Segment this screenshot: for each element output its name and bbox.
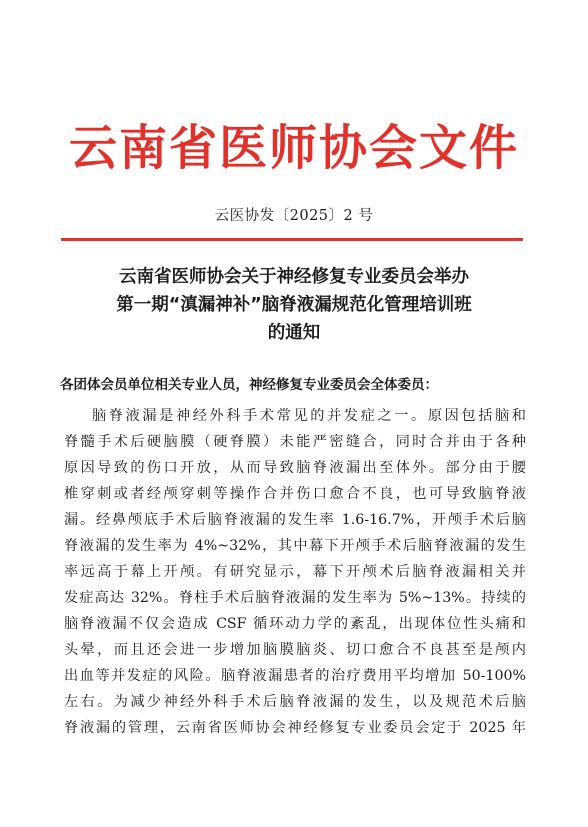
- header-red-divider: [61, 238, 523, 241]
- body-paragraph: [64, 403, 526, 741]
- document-header-title: 云南省医师协会文件: [68, 120, 519, 176]
- body-line: 率远高于幕上开颅。有研究显示，幕下开颅术后脑脊液漏相关并: [64, 564, 526, 580]
- body-line: 脑脊液漏是神经外科手术常见的并发症之一。原因包括脑和: [92, 408, 526, 424]
- body-line: 头晕，而且还会进一步增加脑膜脑炎、切口愈合不良甚至是颅内: [64, 642, 526, 658]
- body-line: 脊液漏的发生率为 4%~32%，其中幕下开颅手术后脑脊液漏的发生: [64, 538, 526, 554]
- body-line: 脊髓手术后硬脑膜（硬脊膜）未能严密缝合，同时合并由于各种: [64, 434, 526, 450]
- body-line: 椎穿刺或者经颅穿刺等操作合并伤口愈合不良，也可导致脑脊液: [64, 486, 526, 502]
- body-line: 发症高达 32%。脊柱手术后脑脊液漏的发生率为 5%~13%。持续的: [64, 590, 526, 606]
- notice-title-line-1: 云南省医师协会关于神经修复专业委员会举办: [119, 267, 469, 287]
- body-line: 脑脊液漏不仅会造成 CSF 循环动力学的紊乱，出现体位性头痛和: [64, 616, 526, 632]
- body-line: 出血等并发症的风险。脑脊液漏患者的治疗费用平均增加 50-100%: [64, 668, 526, 684]
- document-number: 云医协发〔2025〕2 号: [214, 208, 374, 224]
- body-line: 脊液漏的管理，云南省医师协会神经修复专业委员会定于 2025 年: [64, 720, 526, 736]
- notice-title-line-2: 第一期“滇漏神补”脑脊液漏规范化管理培训班: [116, 295, 472, 315]
- notice-title-line-3: 的通知: [267, 323, 321, 343]
- salutation: 各团体会员单位相关专业人员，神经修复专业委员会全体委员：: [60, 377, 438, 393]
- body-line: 左右。为减少神经外科手术后脑脊液漏的发生，以及规范术后脑: [64, 694, 526, 710]
- body-line: 原因导致的伤口开放，从而导致脑脊液漏出至体外。部分由于腰: [64, 460, 526, 476]
- body-line: 漏。经鼻颅底手术后脑脊液漏的发生率 1.6-16.7%，开颅手术后脑: [64, 512, 526, 528]
- notice-title: [40, 263, 548, 347]
